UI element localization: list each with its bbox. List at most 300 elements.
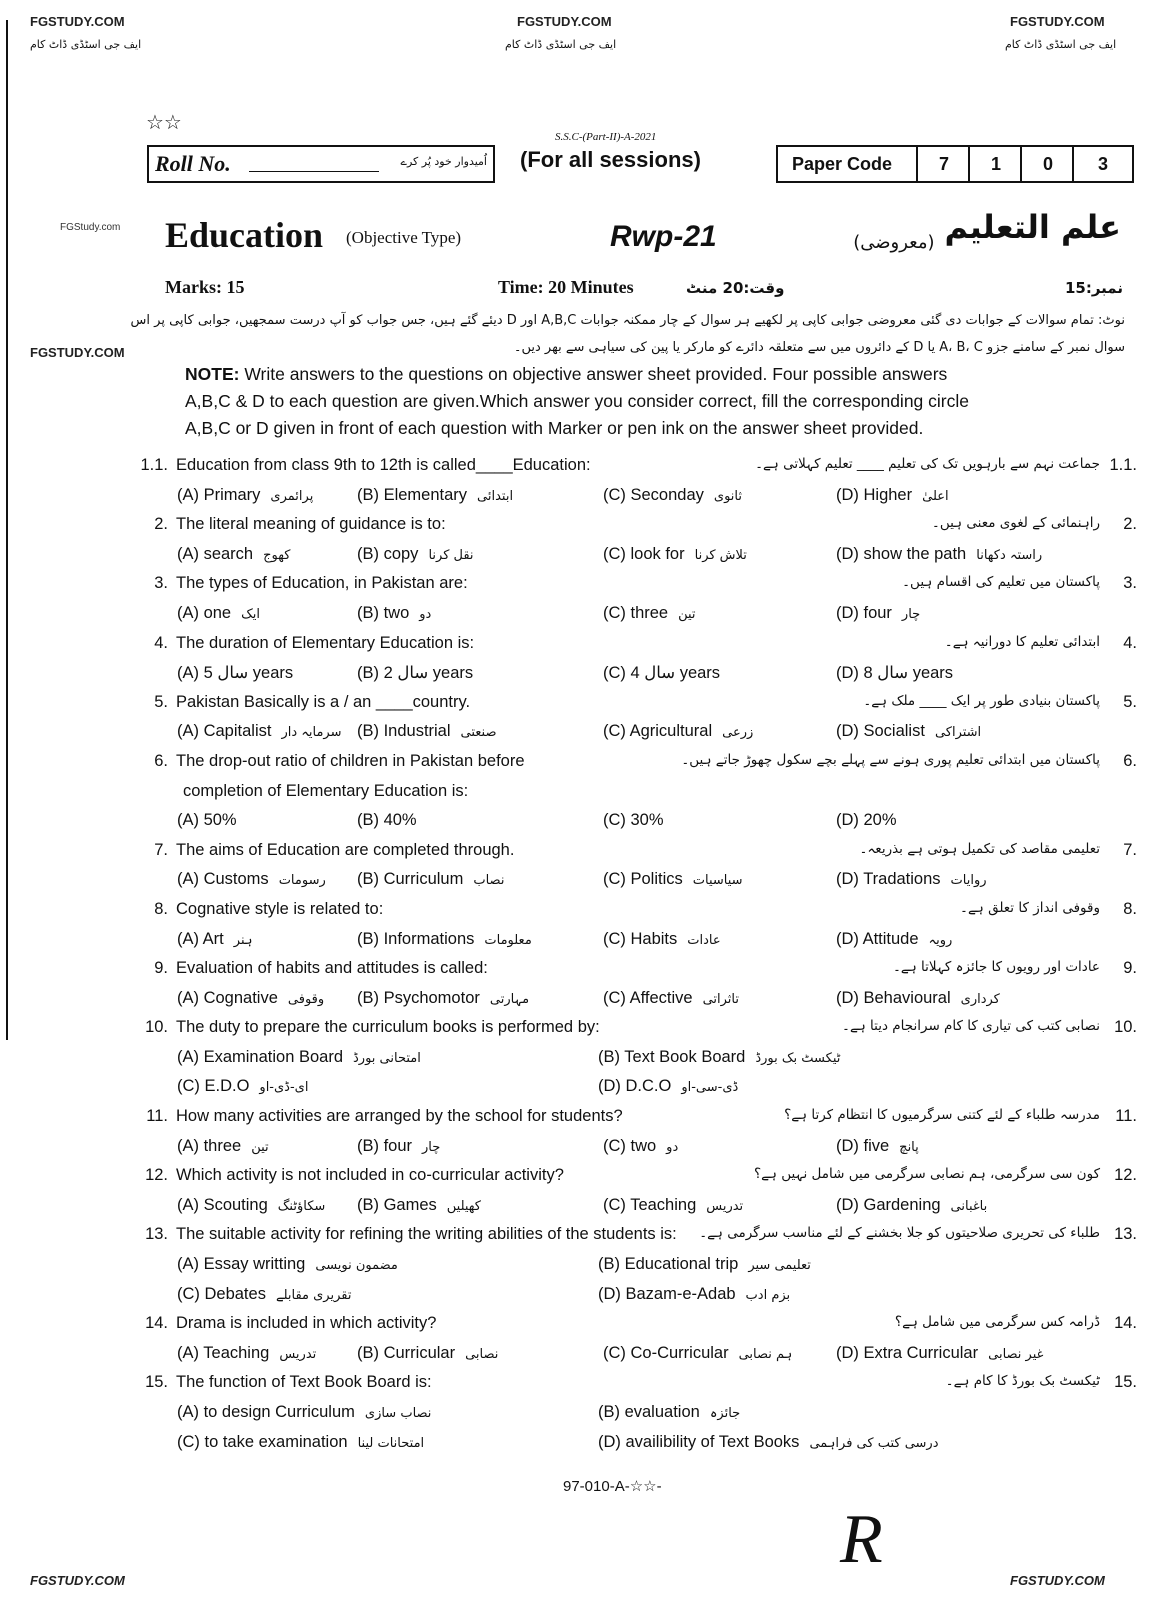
question-line bbox=[0, 1339, 1155, 1369]
answer-option[interactable] bbox=[603, 870, 743, 889]
answer-option[interactable] bbox=[603, 930, 721, 949]
question-number: 13. bbox=[145, 1225, 168, 1244]
answer-option[interactable] bbox=[836, 663, 953, 683]
answer-option[interactable] bbox=[603, 663, 720, 683]
option-text: (A) search bbox=[177, 544, 254, 563]
question-line bbox=[0, 717, 1155, 747]
option-text: (A) Primary bbox=[177, 485, 261, 504]
option-urdu: تدریس bbox=[706, 1198, 744, 1214]
option-text: (D) Higher bbox=[836, 485, 913, 504]
question-number: 10. bbox=[145, 1018, 168, 1037]
question-number: 1.1. bbox=[140, 456, 168, 474]
option-urdu: تدریس bbox=[279, 1346, 317, 1362]
watermark: FGSTUDY.COM bbox=[30, 14, 125, 29]
option-text: (C) Teaching bbox=[603, 1195, 697, 1214]
option-text: (C) 30% bbox=[603, 811, 664, 830]
option-text: (A) to design Curriculum bbox=[177, 1403, 355, 1421]
question-text: How many activities are arranged by the school for students? bbox=[176, 1107, 623, 1126]
handwritten-note: Rwp-21 bbox=[610, 220, 717, 253]
option-urdu: باغبانی bbox=[950, 1198, 988, 1214]
question-text: Which activity is not included in co-curricular activity? bbox=[176, 1166, 564, 1185]
answer-option[interactable] bbox=[357, 663, 473, 683]
watermark: FGSTUDY.COM bbox=[30, 1573, 125, 1588]
question-line bbox=[0, 451, 1155, 481]
answer-option[interactable] bbox=[836, 1196, 987, 1215]
question-urdu: تعلیمی مقاصد کی تکمیل ہوتی ہے بذریعہ۔ bbox=[859, 840, 1100, 857]
answer-option[interactable] bbox=[598, 1048, 840, 1067]
option-text: (A) Scouting bbox=[177, 1195, 268, 1214]
option-urdu: سیاسیات bbox=[692, 873, 743, 889]
option-urdu: تاثراتی bbox=[702, 991, 739, 1007]
option-urdu: امتحانات لینا bbox=[357, 1435, 425, 1451]
question-text: The suitable activity for refining the writing abilities of the students is: bbox=[176, 1225, 677, 1244]
question-line bbox=[0, 865, 1155, 895]
question-text: Drama is included in which activity? bbox=[176, 1314, 437, 1333]
question-line bbox=[0, 1013, 1155, 1043]
question-line bbox=[0, 1043, 1155, 1073]
answer-option[interactable] bbox=[836, 930, 952, 949]
answer-option[interactable] bbox=[357, 722, 497, 741]
question-number: 15. bbox=[145, 1373, 168, 1392]
option-urdu: اشتراکی bbox=[934, 725, 982, 741]
question-line bbox=[0, 747, 1155, 777]
option-text: (D) Gardening bbox=[836, 1195, 941, 1214]
option-urdu: پرائمری bbox=[270, 488, 314, 504]
answer-option[interactable] bbox=[177, 1196, 325, 1215]
marks-urdu: نمبر:15 bbox=[1064, 279, 1123, 297]
answer-option[interactable] bbox=[177, 722, 342, 741]
instruction-urdu: سوال نمبر کے سامنے جزو A، B، C یا D کے دائروں میں سے متعلقہ دائرے کو مارکر یا پین کی سیاہی سے بھر دیں۔ bbox=[513, 340, 1125, 355]
question-text: Cognative style is related to: bbox=[176, 899, 384, 918]
question-line bbox=[0, 836, 1155, 866]
answer-option[interactable] bbox=[598, 1433, 939, 1452]
watermark-urdu: ایف جی اسٹڈی ڈاٹ کام bbox=[1005, 38, 1117, 51]
answer-option[interactable] bbox=[357, 486, 513, 505]
answer-option[interactable] bbox=[598, 1255, 811, 1274]
question-line bbox=[0, 1102, 1155, 1132]
option-text: (A) one bbox=[177, 603, 232, 622]
option-urdu: رویہ bbox=[928, 932, 953, 948]
answer-option[interactable] bbox=[177, 545, 290, 564]
option-text: (B) Industrial bbox=[357, 722, 451, 741]
question-urdu: نصابی کتب کی تیاری کا کام سرانجام دیتا ہے۔ bbox=[842, 1018, 1100, 1035]
option-text: (A) Cognative bbox=[177, 988, 278, 1007]
option-urdu: ٹیکسٹ بک بورڈ bbox=[755, 1050, 841, 1066]
question-text: Evaluation of habits and attitudes is called: bbox=[176, 959, 488, 978]
option-urdu: غیر نصابی bbox=[988, 1346, 1044, 1362]
answer-option[interactable] bbox=[357, 604, 431, 623]
option-text: (A) Capitalist bbox=[177, 722, 272, 741]
question-number: 14. bbox=[145, 1314, 168, 1333]
option-text: (B) evaluation bbox=[598, 1403, 700, 1421]
option-text: (C) Affective bbox=[603, 988, 693, 1007]
option-text: (D) D.C.O bbox=[598, 1077, 672, 1096]
time: Time: 20 Minutes bbox=[498, 277, 634, 297]
option-urdu: سرمایہ دار bbox=[281, 725, 342, 741]
question-text: The drop-out ratio of children in Pakistan before bbox=[176, 751, 525, 770]
question-number-urdu: 8. bbox=[1123, 899, 1137, 918]
option-text: (B) Curriculum bbox=[357, 870, 464, 889]
instruction-urdu: نوٹ: تمام سوالات کے جوابات دی گئی معروضی جوابی کاپی پر لکھیے ہر سوال کے چار ممکنہ جوابات A,B,C اور D دیئے گئے ہیں، جس جواب کو آپ درست سمجھیں، جوابی کاپی پر اس bbox=[130, 313, 1125, 328]
question-text: The duty to prepare the curriculum books is performed by: bbox=[176, 1018, 600, 1037]
question-urdu: مدرسہ طلباء کے لئے کتنی سرگرمیوں کا انتظام کرتا ہے؟ bbox=[784, 1107, 1100, 1124]
question-number: 11. bbox=[146, 1107, 168, 1126]
answer-option[interactable] bbox=[836, 1344, 1043, 1363]
question-line bbox=[0, 806, 1155, 836]
option-text: (C) Seconday bbox=[603, 485, 704, 504]
question-number-urdu: 10. bbox=[1114, 1018, 1137, 1037]
question-number: 7. bbox=[154, 840, 168, 859]
option-urdu: ڈی-سی-او bbox=[681, 1080, 739, 1096]
question-urdu: راہنمائی کے لغوی معنی ہیں۔ bbox=[931, 515, 1100, 532]
option-text: (D) Tradations bbox=[836, 870, 941, 889]
paper-code-digit: 3 bbox=[1072, 147, 1132, 181]
option-urdu: تلاش کرنا bbox=[694, 547, 747, 563]
question-text: The types of Education, in Pakistan are: bbox=[176, 574, 468, 593]
option-urdu: نصاب bbox=[473, 873, 505, 889]
option-text: (B) two bbox=[357, 603, 410, 622]
answer-option[interactable] bbox=[177, 1137, 269, 1156]
paper-footer-code: 97-010-A-☆☆- bbox=[563, 1478, 662, 1495]
question-line bbox=[0, 599, 1155, 629]
question-number-urdu: 3. bbox=[1123, 574, 1137, 593]
answer-option[interactable] bbox=[836, 870, 987, 889]
answer-option[interactable] bbox=[177, 486, 313, 505]
option-text: (D) Bazam-e-Adab bbox=[598, 1284, 736, 1303]
question-line bbox=[0, 1368, 1155, 1398]
question-line bbox=[0, 777, 1155, 807]
answer-option[interactable] bbox=[598, 1403, 740, 1422]
question-line bbox=[0, 1072, 1155, 1102]
question-urdu: ابتدائی تعلیم کا دورانیہ ہے۔ bbox=[944, 633, 1100, 650]
watermark: FGSTUDY.COM bbox=[1010, 14, 1105, 29]
watermark-urdu: ایف جی اسٹڈی ڈاٹ کام bbox=[30, 38, 142, 51]
option-urdu: تین bbox=[678, 606, 696, 622]
option-text: (B) 40% bbox=[357, 811, 417, 830]
question-line bbox=[0, 1250, 1155, 1280]
question-number-urdu: 9. bbox=[1123, 959, 1137, 978]
question-urdu: جماعت نہم سے بارہویں تک کی تعلیم ____ تعلیم کہلاتی ہے۔ bbox=[755, 456, 1100, 472]
question-line bbox=[0, 925, 1155, 955]
answer-option[interactable] bbox=[177, 1403, 431, 1422]
option-urdu: تعلیمی سیر bbox=[748, 1258, 811, 1274]
answer-option[interactable] bbox=[603, 604, 696, 623]
watermark-small: FGStudy.com bbox=[60, 222, 121, 233]
option-text: (C) to take examination bbox=[177, 1432, 348, 1451]
answer-option[interactable] bbox=[357, 1344, 498, 1363]
answer-option[interactable] bbox=[836, 545, 1042, 564]
option-text: (A) Examination Board bbox=[177, 1047, 343, 1066]
question-urdu: کون سی سرگرمی، ہم نصابی سرگرمی میں شامل نہیں ہے؟ bbox=[753, 1166, 1100, 1183]
option-text: (D) Extra Curricular bbox=[836, 1343, 979, 1362]
subject-type: (Objective Type) bbox=[346, 228, 462, 247]
answer-option[interactable] bbox=[177, 604, 260, 623]
option-text: (A) Teaching bbox=[177, 1343, 270, 1362]
time-urdu: وقت:20 منٹ bbox=[686, 279, 785, 297]
option-urdu: کھوج bbox=[263, 547, 291, 563]
option-urdu: تین bbox=[251, 1139, 269, 1155]
subject-title: Education bbox=[165, 215, 324, 255]
option-urdu: وقوفی bbox=[287, 991, 325, 1007]
roll-no-box[interactable] bbox=[147, 145, 495, 183]
question-number-urdu: 13. bbox=[1114, 1225, 1137, 1244]
question-number-urdu: 7. bbox=[1123, 840, 1137, 859]
answer-option[interactable] bbox=[836, 1137, 919, 1156]
option-text: (A) سال 5 years bbox=[177, 664, 294, 683]
option-text: (B) Informations bbox=[357, 929, 475, 948]
option-urdu: اعلیٰ bbox=[922, 488, 949, 504]
paper-code-digit: 0 bbox=[1020, 147, 1074, 181]
option-urdu: چار bbox=[422, 1139, 441, 1155]
option-text: (C) Agricultural bbox=[603, 722, 713, 741]
question-number: 2. bbox=[154, 515, 168, 534]
question-text: The literal meaning of guidance is to: bbox=[176, 515, 446, 534]
answer-option[interactable] bbox=[603, 1137, 678, 1156]
option-urdu: تقریری مقابلے bbox=[275, 1287, 352, 1303]
roll-no-label: Roll No. bbox=[155, 151, 231, 176]
answer-option[interactable] bbox=[357, 545, 474, 564]
question-number: 8. bbox=[154, 899, 168, 918]
option-text: (D) show the path bbox=[836, 544, 967, 563]
question-number-urdu: 2. bbox=[1123, 515, 1137, 534]
note-label: NOTE: bbox=[185, 364, 240, 384]
question-urdu: ڈرامہ کس سرگرمی میں شامل ہے؟ bbox=[894, 1314, 1100, 1331]
question-line bbox=[0, 629, 1155, 659]
roll-no-urdu: اُمیدوار خود پُر کرے bbox=[400, 155, 487, 168]
question-line bbox=[0, 1309, 1155, 1339]
answer-option[interactable] bbox=[357, 811, 417, 830]
option-urdu: راستہ دکھانا bbox=[976, 547, 1043, 563]
question-text: completion of Elementary Education is: bbox=[183, 781, 469, 800]
stars: ☆☆ bbox=[146, 112, 182, 134]
exam-name: S.S.C-(Part-II)-A-2021 bbox=[555, 131, 657, 143]
question-text: The aims of Education are completed through. bbox=[176, 840, 515, 859]
question-line bbox=[0, 1280, 1155, 1310]
question-line bbox=[0, 954, 1155, 984]
sessions: (For all sessions) bbox=[520, 147, 701, 172]
answer-option[interactable] bbox=[603, 1196, 743, 1215]
question-line bbox=[0, 481, 1155, 511]
option-text: (B) Elementary bbox=[357, 485, 468, 504]
question-line bbox=[0, 1191, 1155, 1221]
option-text: (C) سال 4 years bbox=[603, 664, 721, 683]
question-line bbox=[0, 1132, 1155, 1162]
paper-code-box bbox=[776, 145, 1134, 183]
answer-option[interactable] bbox=[177, 989, 324, 1008]
answer-option[interactable] bbox=[603, 989, 739, 1008]
option-urdu: عادات bbox=[687, 932, 721, 948]
option-urdu: چار bbox=[901, 606, 921, 622]
option-text: (B) copy bbox=[357, 544, 419, 563]
answer-option[interactable] bbox=[357, 989, 529, 1008]
option-text: (B) سال 2 years bbox=[357, 664, 474, 683]
roll-no-field[interactable] bbox=[249, 153, 379, 172]
question-number-urdu: 11. bbox=[1115, 1107, 1137, 1126]
option-urdu: مضمون نویسی bbox=[315, 1258, 398, 1274]
option-text: (C) look for bbox=[603, 544, 685, 563]
question-number: 3. bbox=[154, 574, 168, 593]
option-urdu: نقل کرنا bbox=[428, 547, 474, 563]
question-text: Pakistan Basically is a / an ____country. bbox=[176, 692, 471, 711]
paper-code-label: Paper Code bbox=[792, 154, 893, 174]
question-number: 4. bbox=[154, 633, 168, 652]
option-text: (D) five bbox=[836, 1136, 890, 1155]
question-line bbox=[0, 510, 1155, 540]
question-number-urdu: 6. bbox=[1123, 751, 1137, 770]
answer-option[interactable] bbox=[177, 930, 252, 949]
option-urdu: مہارتی bbox=[489, 991, 530, 1007]
question-number: 5. bbox=[154, 692, 168, 711]
answer-option[interactable] bbox=[836, 811, 897, 830]
question-number: 6. bbox=[154, 751, 168, 770]
option-urdu: درسی کتب کی فراہمی bbox=[809, 1435, 939, 1451]
option-text: (B) Text Book Board bbox=[598, 1047, 746, 1066]
option-urdu: پانچ bbox=[899, 1139, 919, 1155]
option-urdu: جائزہ bbox=[709, 1406, 741, 1421]
question-number-urdu: 5. bbox=[1123, 692, 1137, 711]
option-text: (B) Curricular bbox=[357, 1343, 456, 1362]
answer-option[interactable] bbox=[603, 1344, 792, 1363]
option-text: (B) Educational trip bbox=[598, 1255, 739, 1274]
option-urdu: ابتدائی bbox=[477, 488, 514, 504]
question-line bbox=[0, 1398, 1155, 1428]
option-text: (A) Customs bbox=[177, 870, 269, 889]
option-text: (A) Essay writting bbox=[177, 1255, 306, 1274]
option-text: (D) 20% bbox=[836, 811, 897, 830]
answer-option[interactable] bbox=[357, 930, 532, 949]
note-line: A,B,C or D given in front of each question with Marker or pen ink on the answer sheet provided. bbox=[185, 418, 924, 438]
option-urdu: دو bbox=[666, 1139, 679, 1155]
watermark: FGSTUDY.COM bbox=[517, 14, 612, 29]
option-urdu: کرداری bbox=[960, 991, 1000, 1007]
answer-option[interactable] bbox=[603, 722, 753, 741]
question-number-urdu: 12. bbox=[1114, 1166, 1137, 1185]
question-line bbox=[0, 984, 1155, 1014]
answer-option[interactable] bbox=[177, 1048, 421, 1067]
answer-option[interactable] bbox=[603, 486, 742, 505]
option-text: (B) four bbox=[357, 1136, 413, 1155]
question-line bbox=[0, 1428, 1155, 1458]
answer-option[interactable] bbox=[177, 1285, 351, 1304]
paper-code-digit: 1 bbox=[968, 147, 1022, 181]
option-text: (B) Psychomotor bbox=[357, 988, 480, 1007]
answer-option[interactable] bbox=[177, 1433, 424, 1452]
option-urdu: نصابی bbox=[465, 1346, 499, 1362]
question-line bbox=[0, 569, 1155, 599]
answer-option[interactable] bbox=[598, 1077, 738, 1096]
paper-code-digit: 7 bbox=[916, 147, 970, 181]
option-urdu: کھیلیں bbox=[446, 1198, 481, 1214]
subject-title-urdu: علم التعلیم bbox=[944, 208, 1121, 246]
option-text: (D) Socialist bbox=[836, 722, 925, 741]
option-text: (D) Behavioural bbox=[836, 988, 951, 1007]
option-urdu: زرعی bbox=[722, 725, 754, 741]
answer-option[interactable] bbox=[357, 870, 504, 889]
option-urdu: بزم ادب bbox=[745, 1287, 791, 1303]
answer-option[interactable] bbox=[836, 486, 949, 505]
question-text: The function of Text Book Board is: bbox=[176, 1373, 432, 1392]
option-urdu: امتحانی بورڈ bbox=[353, 1050, 421, 1066]
watermark-urdu: ایف جی اسٹڈی ڈاٹ کام bbox=[505, 38, 617, 51]
option-text: (C) Habits bbox=[603, 929, 678, 948]
option-urdu: ہنر bbox=[233, 932, 253, 948]
question-urdu: عادات اور رویوں کا جائزہ کہلاتا ہے۔ bbox=[893, 959, 1100, 976]
option-urdu: ہم نصابی bbox=[738, 1346, 793, 1362]
option-urdu: ثانوی bbox=[713, 488, 742, 504]
question-line bbox=[0, 1220, 1155, 1250]
question-urdu: پاکستان میں ابتدائی تعلیم پوری ہونے سے پہلے بچے سکول چھوڑ جاتے ہیں۔ bbox=[681, 751, 1100, 768]
option-text: (A) Art bbox=[177, 929, 224, 948]
note-line: A,B,C & D to each question are given.Which answer you consider correct, fill the corresponding circle bbox=[185, 391, 969, 411]
answer-option[interactable] bbox=[836, 989, 1000, 1008]
question-number: 12. bbox=[145, 1166, 168, 1185]
option-text: (B) Games bbox=[357, 1195, 437, 1214]
question-urdu: وقوفی انداز کا تعلق ہے۔ bbox=[960, 899, 1100, 916]
watermark: FGSTUDY.COM bbox=[30, 345, 125, 360]
question-text: The duration of Elementary Education is: bbox=[176, 633, 475, 652]
option-text: (C) Co-Curricular bbox=[603, 1343, 729, 1362]
option-urdu: ایک bbox=[241, 606, 260, 622]
option-text: (C) three bbox=[603, 603, 669, 622]
question-number-urdu: 1.1. bbox=[1109, 456, 1137, 474]
question-number-urdu: 15. bbox=[1114, 1373, 1137, 1392]
option-urdu: نصاب سازی bbox=[364, 1406, 432, 1421]
watermark: FGSTUDY.COM bbox=[1010, 1573, 1105, 1588]
answer-option[interactable] bbox=[177, 663, 293, 683]
question-urdu: پاکستان بنیادی طور پر ایک ____ ملک ہے۔ bbox=[863, 692, 1100, 709]
question-urdu: ٹیکسٹ بک بورڈ کا کام ہے۔ bbox=[945, 1373, 1100, 1390]
option-text: (C) Debates bbox=[177, 1284, 266, 1303]
option-urdu: معلومات bbox=[484, 932, 532, 948]
answer-option[interactable] bbox=[177, 1255, 398, 1274]
question-urdu: طلباء کی تحریری صلاحیتوں کو جلا بخشنے کے لئے مناسب سرگرمی ہے۔ bbox=[699, 1225, 1100, 1242]
answer-option[interactable] bbox=[357, 1196, 481, 1215]
marks: Marks: 15 bbox=[165, 277, 245, 297]
option-text: (D) Attitude bbox=[836, 929, 919, 948]
option-text: (D) four bbox=[836, 603, 892, 622]
answer-option[interactable] bbox=[177, 870, 326, 889]
answer-option[interactable] bbox=[836, 722, 981, 741]
question-list bbox=[0, 451, 1155, 1457]
question-line bbox=[0, 1161, 1155, 1191]
option-urdu: روایات bbox=[950, 873, 987, 889]
answer-option[interactable] bbox=[603, 811, 664, 830]
answer-option[interactable] bbox=[836, 604, 920, 623]
option-text: (C) E.D.O bbox=[177, 1077, 250, 1096]
option-text: (C) two bbox=[603, 1136, 657, 1155]
answer-option[interactable] bbox=[177, 811, 237, 830]
question-number-urdu: 14. bbox=[1114, 1314, 1137, 1333]
note-text: Write answers to the questions on objective answer sheet provided. Four possible answers bbox=[239, 364, 948, 384]
option-urdu: سکاؤٹنگ bbox=[277, 1198, 326, 1214]
answer-option[interactable] bbox=[177, 1344, 316, 1363]
option-text: (D) سال 8 years bbox=[836, 664, 954, 683]
answer-option[interactable] bbox=[598, 1285, 790, 1304]
option-text: (A) 50% bbox=[177, 811, 237, 830]
subject-type-urdu: (معروضی) bbox=[853, 232, 935, 253]
question-line bbox=[0, 540, 1155, 570]
answer-option[interactable] bbox=[603, 545, 747, 564]
question-line bbox=[0, 658, 1155, 688]
question-urdu: پاکستان میں تعلیم کی اقسام ہیں۔ bbox=[902, 574, 1100, 591]
note-line bbox=[185, 364, 947, 385]
option-urdu: صنعتی bbox=[460, 725, 497, 741]
question-line bbox=[0, 688, 1155, 718]
answer-option[interactable] bbox=[177, 1077, 308, 1096]
option-text: (D) availibility of Text Books bbox=[598, 1432, 800, 1451]
answer-option[interactable] bbox=[357, 1137, 440, 1156]
question-line bbox=[0, 895, 1155, 925]
